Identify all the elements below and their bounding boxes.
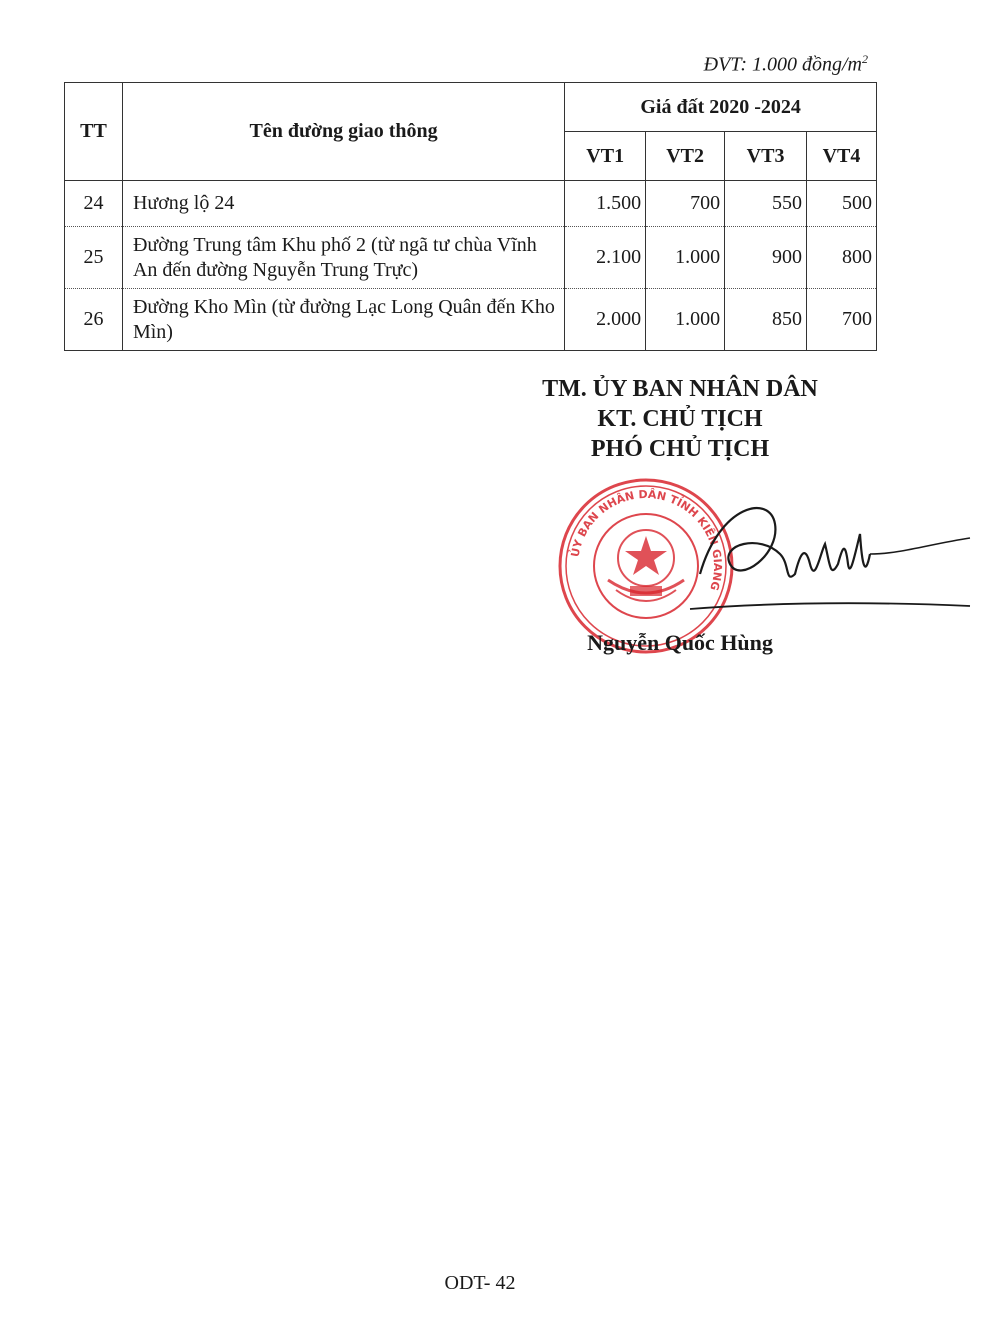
signature-line-3: PHÓ CHỦ TỊCH [590,436,770,462]
cell-vt2: 1.000 [646,289,725,351]
cell-vt3: 550 [725,181,807,227]
signature-block [530,374,830,464]
unit-note-text: ĐVT: 1.000 đồng/m [703,53,862,76]
table-header-row [65,83,877,132]
table-row [65,227,877,289]
table-row [65,181,877,227]
unit-note-superscript: 2 [862,52,868,66]
header-vt3: VT3 [725,132,807,181]
cell-vt2: 700 [646,181,725,227]
stamp-text: ỦY BAN NHÂN DÂN TỈNH KIÊN GIANG [568,487,725,592]
cell-vt4: 500 [807,181,877,227]
cell-tt: 24 [65,181,123,227]
signature-line-1: TM. ỦY BAN NHÂN DÂN [542,376,818,402]
header-vt1: VT1 [565,132,646,181]
cell-vt3: 850 [725,289,807,351]
header-vt2: VT2 [646,132,725,181]
cell-road-name: Đường Trung tâm Khu phố 2 (từ ngã tư chùa Vĩnh An đến đường Nguyễn Trung Trực) [122,227,564,289]
cell-vt1: 2.100 [565,227,646,289]
cell-road-name: Đường Kho Mìn (từ đường Lạc Long Quân đến Kho Mìn) [122,289,564,351]
handwritten-signature-icon [680,494,980,624]
land-price-table [64,82,877,351]
header-vt4: VT4 [807,132,877,181]
cell-road-name: Hương lộ 24 [122,181,564,227]
cell-vt1: 2.000 [565,289,646,351]
signature-line-2: KT. CHỦ TỊCH [597,406,763,432]
cell-tt: 25 [65,227,123,289]
table-row [65,289,877,351]
signer-name: Nguyễn Quốc Hùng [587,630,773,655]
cell-tt: 26 [65,289,123,351]
cell-vt2: 1.000 [646,227,725,289]
header-tt: TT [65,83,123,181]
cell-vt4: 800 [807,227,877,289]
cell-vt1: 1.500 [565,181,646,227]
header-price-group: Giá đất 2020 -2024 [565,83,877,132]
cell-vt4: 700 [807,289,877,351]
unit-note [704,52,868,77]
page-footer: ODT- 42 [444,1272,516,1294]
header-road-name: Tên đường giao thông [122,83,564,181]
cell-vt3: 900 [725,227,807,289]
